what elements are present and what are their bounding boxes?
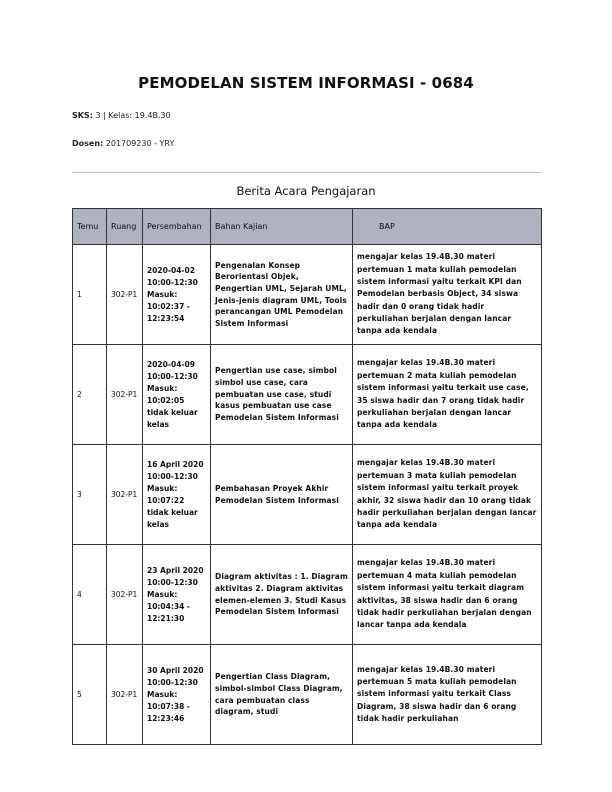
col-temu: Temu bbox=[73, 209, 107, 245]
course-meta bbox=[72, 111, 171, 120]
col-persembahan: Persembahan bbox=[143, 209, 211, 245]
col-bap: BAP bbox=[353, 209, 542, 245]
cell-persembahan: 16 April 2020 10:00-12:30 Masuk: 10:07:22 tidak keluar kelas bbox=[143, 445, 211, 545]
cell-temu: 1 bbox=[73, 245, 107, 345]
dosen-value: 201709230 - YRY bbox=[105, 139, 175, 148]
page-title: PEMODELAN SISTEM INFORMASI - 0684 bbox=[138, 74, 474, 92]
table-row bbox=[73, 345, 542, 445]
table-row bbox=[73, 545, 542, 645]
dosen-label: Dosen: bbox=[72, 139, 104, 148]
cell-persembahan: 23 April 2020 10:00-12:30 Masuk: 10:04:34 - 12:21:30 bbox=[143, 545, 211, 645]
cell-bap: mengajar kelas 19.4B.30 materi pertemuan 5 mata kuliah pemodelan sistem informasi yaitu terkait Class Diagram, 38 siswa hadir dan 6 orang tidak hadir perkuliahan bbox=[353, 645, 542, 745]
divider bbox=[72, 172, 540, 173]
cell-bap: mengajar kelas 19.4B.30 materi pertemuan 3 mata kuliah pemodelan sistem informasi yaitu terkait proyek akhir, 32 siswa hadir dan 10 orang tidak hadir perkuliahan berjalan dengan lancar tanpa ada kendala bbox=[353, 445, 542, 545]
cell-ruang: 302-P1 bbox=[107, 645, 143, 745]
cell-bahan-kajian: Pembahasan Proyek Akhir Pemodelan Sistem Informasi bbox=[211, 445, 353, 545]
cell-bap: mengajar kelas 19.4B.30 materi pertemuan 1 mata kuliah pemodelan sistem informasi yaitu terkait KPI dan Pemodelan berbasis Object, 34 siswa hadir dan 0 orang tidak hadir perkuliahan berjalan dengan lancar tanpa ada kendala bbox=[353, 245, 542, 345]
col-bahan-kajian: Bahan Kajian bbox=[211, 209, 353, 245]
cell-temu: 4 bbox=[73, 545, 107, 645]
cell-ruang: 302-P1 bbox=[107, 245, 143, 345]
cell-bahan-kajian: Pengertian Class Diagram, simbol-simbol Class Diagram, cara pembuatan class diagram, studi bbox=[211, 645, 353, 745]
cell-bahan-kajian: Pengenalan Konsep Berorientasi Objek, Pengertian UML, Sejarah UML, Jenis-jenis diagram UML, Tools perancangan UML Pemodelan Sistem Informasi bbox=[211, 245, 353, 345]
cell-temu: 5 bbox=[73, 645, 107, 745]
cell-ruang: 302-P1 bbox=[107, 545, 143, 645]
cell-bap: mengajar kelas 19.4B.30 materi pertemuan 2 mata kuliah pemodelan sistem informasi yaitu terkait use case, 35 siswa hadir dan 7 orang tidak hadir perkuliahan berjalan dengan lancar tanpa ada kendala bbox=[353, 345, 542, 445]
cell-persembahan: 30 April 2020 10:00-12:30 Masuk: 10:07:38 - 12:23:46 bbox=[143, 645, 211, 745]
cell-bap: mengajar kelas 19.4B.30 materi pertemuan 4 mata kuliah pemodelan sistem informasi yaitu terkait diagram aktivitas, 38 siswa hadir dan 6 orang tidak hadir perkuliahan berjalan dengan lancar tanpa ada kendala bbox=[353, 545, 542, 645]
col-ruang: Ruang bbox=[107, 209, 143, 245]
cell-persembahan: 2020-04-09 10:00-12:30 Masuk: 10:02:05 tidak keluar kelas bbox=[143, 345, 211, 445]
table-header-row bbox=[73, 209, 542, 245]
sks-value: 3 | Kelas: 19.4B.30 bbox=[95, 111, 171, 120]
cell-ruang: 302-P1 bbox=[107, 345, 143, 445]
table-row bbox=[73, 645, 542, 745]
cell-persembahan: 2020-04-02 10:00-12:30 Masuk: 10:02:37 - 12:23:54 bbox=[143, 245, 211, 345]
cell-temu: 2 bbox=[73, 345, 107, 445]
lecturer-meta bbox=[72, 139, 174, 148]
sks-label: SKS: bbox=[72, 111, 93, 120]
cell-ruang: 302-P1 bbox=[107, 445, 143, 545]
cell-bahan-kajian: Diagram aktivitas : 1. Diagram aktivitas 2. Diagram aktivitas elemen-elemen 3. Studi Kasus Pemodelan Sistem Informasi bbox=[211, 545, 353, 645]
table-row bbox=[73, 445, 542, 545]
bap-table bbox=[72, 208, 542, 745]
cell-temu: 3 bbox=[73, 445, 107, 545]
cell-bahan-kajian: Pengertian use case, simbol simbol use case, cara pembuatan use case, studi kasus pembuatan use case Pemodelan Sistem Informasi bbox=[211, 345, 353, 445]
table-row bbox=[73, 245, 542, 345]
section-title: Berita Acara Pengajaran bbox=[236, 184, 376, 198]
